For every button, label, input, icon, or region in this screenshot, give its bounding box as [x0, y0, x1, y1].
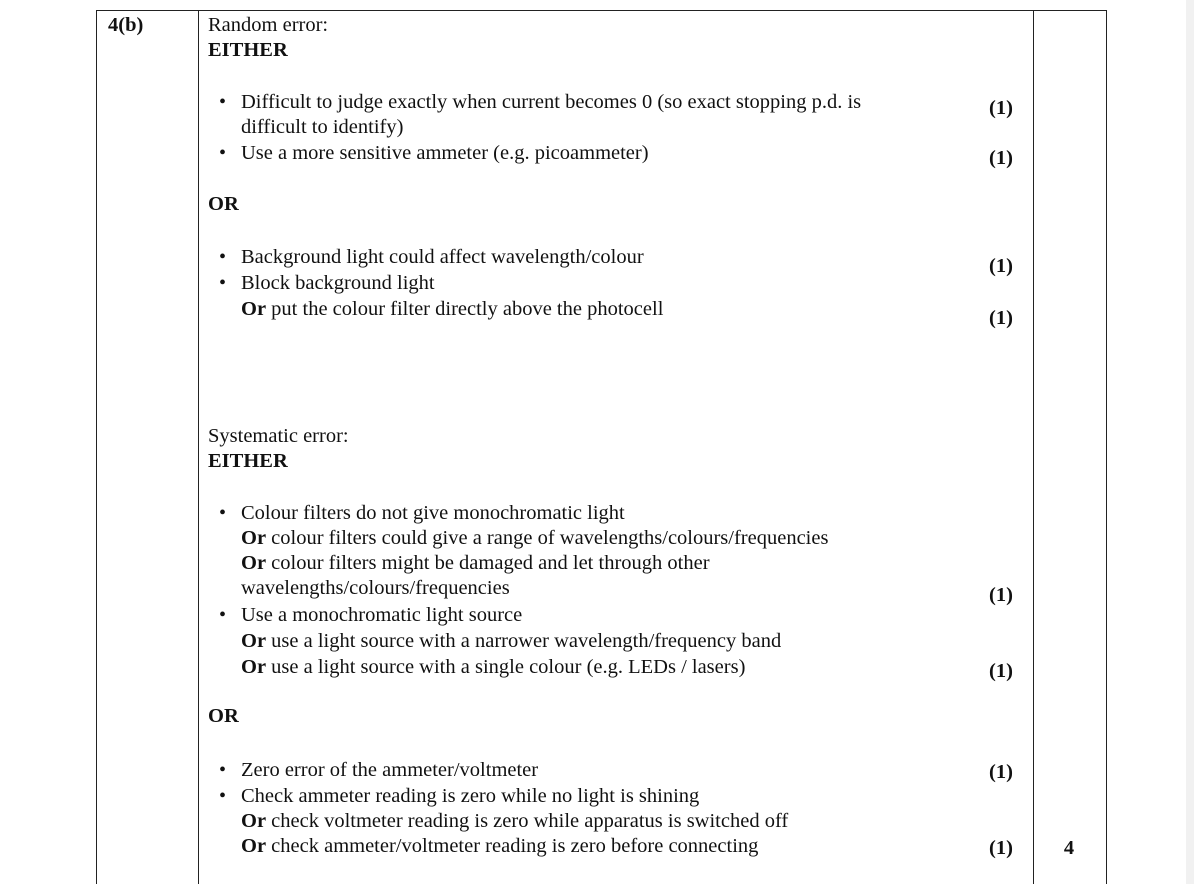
or-label: Or: [241, 552, 267, 574]
systematic-item-1-or-2: Or colour filters might be damaged and let through other: [241, 552, 710, 574]
bullet-icon: •: [219, 246, 227, 268]
or-label: Or: [241, 835, 267, 857]
bullet-icon: •: [219, 502, 227, 524]
total-marks: 4: [1063, 837, 1075, 859]
bullet-icon: •: [219, 604, 227, 626]
systematic-item-4-or-2: Or check ammeter/voltmeter reading is zero before connecting: [241, 835, 759, 857]
bullet-icon: •: [219, 91, 227, 113]
bullet-icon: •: [219, 759, 227, 781]
random-or-item-1: Background light could affect wavelength/colour: [241, 246, 644, 268]
systematic-item-2-or-2: Or use a light source with a single colour (e.g. LEDs / lasers): [241, 656, 746, 678]
systematic-item-3: Zero error of the ammeter/voltmeter: [241, 759, 539, 781]
or-label: Or: [241, 298, 267, 320]
systematic-item-1-or-2-cont: wavelengths/colours/frequencies: [241, 577, 510, 599]
systematic-item-1: Colour filters do not give monochromatic light: [241, 502, 625, 524]
or-label: Or: [241, 656, 267, 678]
systematic-or: OR: [208, 705, 239, 727]
random-or-item-2-alt: [241, 297, 663, 322]
table-right-border: [1106, 10, 1107, 884]
mark-systematic-4: (1): [989, 837, 1013, 859]
mark-systematic-3: (1): [989, 761, 1013, 783]
mark-random-either-2: (1): [989, 147, 1013, 169]
random-error-heading: Random error:: [208, 14, 329, 36]
table-left-border: [96, 10, 97, 884]
systematic-item-4: Check ammeter reading is zero while no light is shining: [241, 785, 700, 807]
table-divider-2: [1033, 10, 1034, 884]
bullet-icon: •: [219, 142, 227, 164]
random-either-item-1-line-1: Difficult to judge exactly when current becomes 0 (so exact stopping p.d. is: [241, 91, 862, 113]
systematic-error-heading: Systematic error:: [208, 425, 349, 447]
or-label: Or: [241, 630, 267, 652]
bullet-icon: •: [219, 785, 227, 807]
bullet-icon: •: [219, 272, 227, 294]
systematic-item-1-or-1: Or colour filters could give a range of wavelengths/colours/frequencies: [241, 527, 829, 549]
mark-systematic-1: (1): [989, 584, 1013, 606]
or-label: Or: [241, 527, 267, 549]
mark-random-or-1: (1): [989, 255, 1013, 277]
mark-random-or-2: (1): [989, 307, 1013, 329]
systematic-item-2: Use a monochromatic light source: [241, 604, 523, 626]
or-label: Or: [241, 810, 267, 832]
mark-systematic-2: (1): [989, 660, 1013, 682]
table-divider-1: [198, 10, 199, 884]
random-either-item-1-line-2: difficult to identify): [241, 116, 404, 138]
alt-text: put the colour filter directly above the photocell: [266, 298, 664, 320]
systematic-item-2-or-1: Or use a light source with a narrower wavelength/frequency band: [241, 630, 782, 652]
question-number: 4(b): [108, 14, 144, 36]
systematic-either: EITHER: [208, 450, 288, 472]
random-or-item-2: Block background light: [241, 272, 435, 294]
random-either: EITHER: [208, 39, 288, 61]
mark-random-either-1: (1): [989, 97, 1013, 119]
table-top-border: [96, 10, 1107, 11]
random-either-item-2: Use a more sensitive ammeter (e.g. picoammeter): [241, 142, 649, 164]
random-or: OR: [208, 193, 239, 215]
systematic-item-4-or-1: Or check voltmeter reading is zero while apparatus is switched off: [241, 810, 789, 832]
scrollbar[interactable]: [1186, 0, 1194, 884]
